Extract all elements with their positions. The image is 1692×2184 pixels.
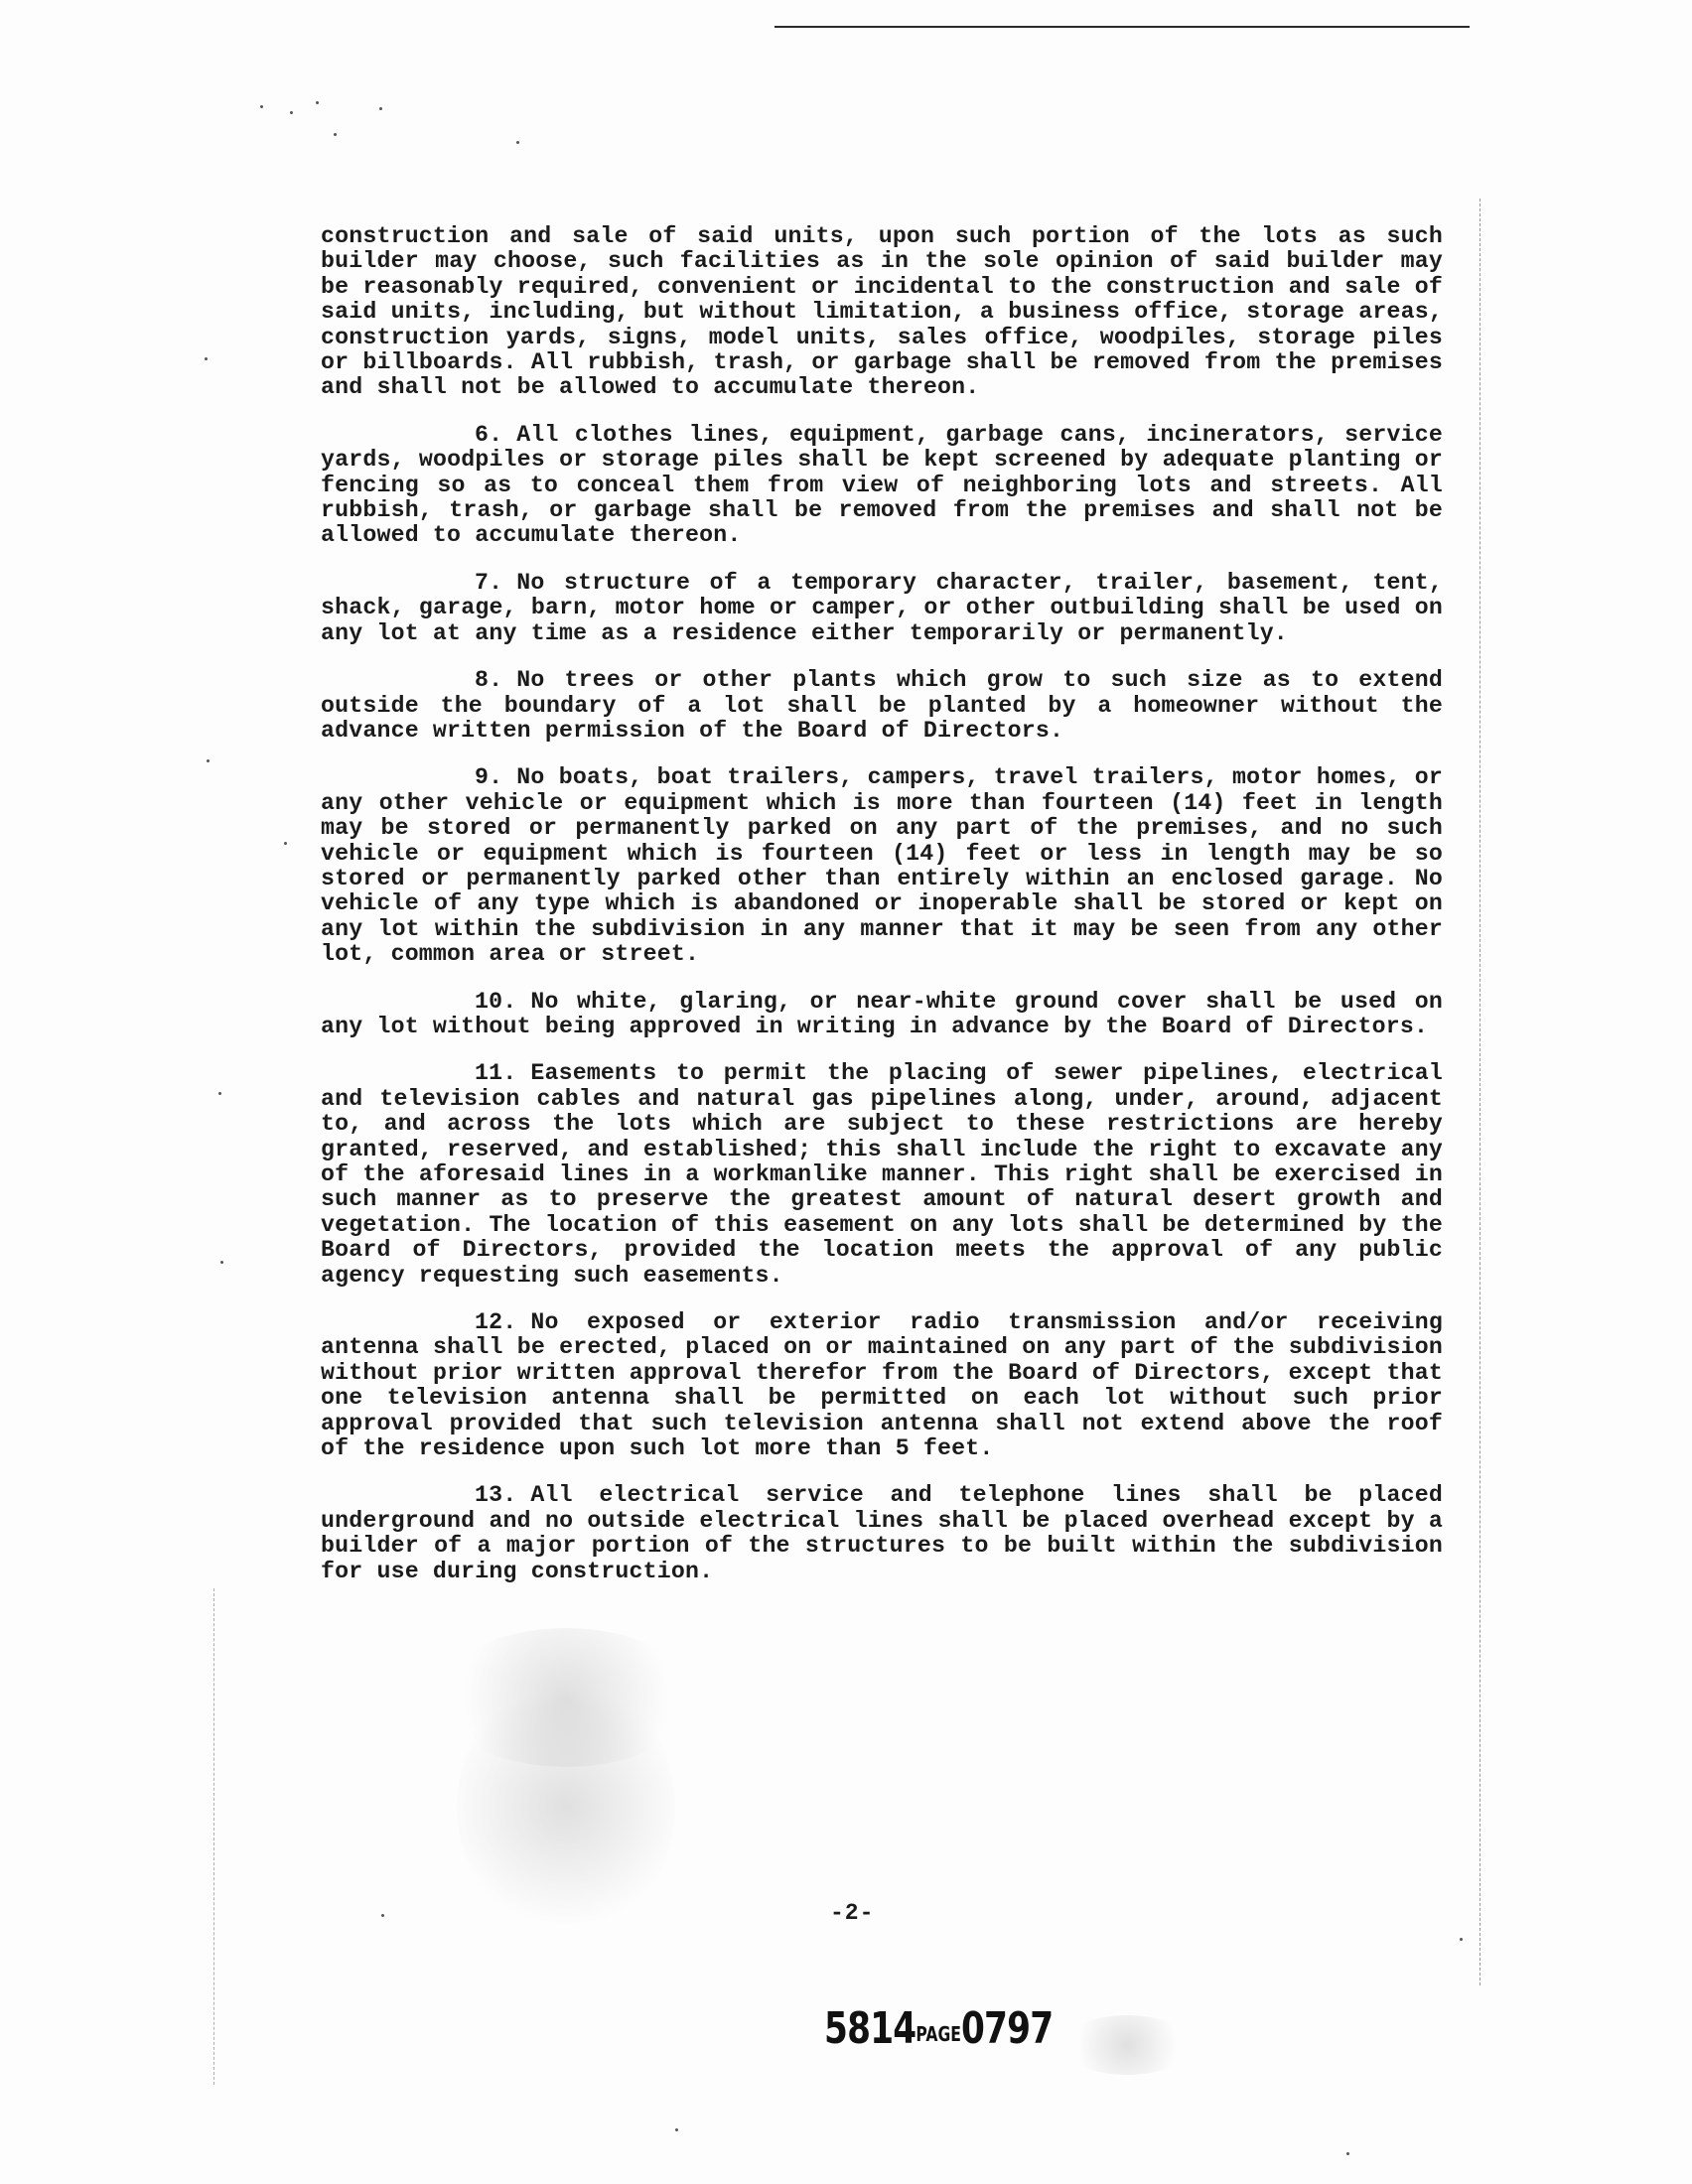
recorded-page-number: 0797 (960, 2003, 1054, 2054)
scan-margin-marks-left (213, 1588, 218, 2085)
paragraph-10 (321, 990, 1443, 1040)
paragraph-text: No boats, boat trailers, campers, travel trailers, motor homes, or any other vehicle or equipment which is more than fourteen (14) feet in length may be stored or permanently parked on any part of the premises, and no such vehicle or equipment which is fourteen (14) feet or less in length may be so stored or permanently parked other than entirely within an enclosed garage. No vehicle of any type which is abandoned or inoperable shall be stored or kept on any lot within the subdivision in any manner that it may be seen from any other lot, common area or street. (321, 764, 1443, 968)
paragraph-11 (321, 1061, 1443, 1289)
paragraph-number: 9. (475, 764, 503, 791)
scan-speck (381, 1914, 384, 1917)
paragraph-number: 12. (475, 1309, 517, 1336)
scan-speck (1346, 2152, 1349, 2155)
paragraph-text: Easements to permit the placing of sewer pipelines, electrical and television cables and natural gas pipelines along, under, around, adjacent to, and across the lots which are subject to these restrictions are hereby granted, reserved, and established; this shall include the right to excavate any of the aforesaid lines in a workmanlike manner. This right shall be exercised in such manner as to preserve the greatest amount of natural desert growth and vegetation. The location of this easement on any lots shall be determined by the Board of Directors, provided the location meets the approval of any public agency requesting such easements. (321, 1060, 1443, 1289)
scan-margin-marks-right (1480, 199, 1484, 1985)
paragraph-text: construction and sale of said units, upon such portion of the lots as such builder may choose, such facilities as in the sole opinion of said builder may be reasonably required, convenient or incidental to the construction and sale of said units, including, but without limitation, a business office, storage areas, construction yards, signs, model units, sales office, woodpiles, storage piles or billboards. All rubbish, trash, or garbage shall be removed from the premises and shall not be allowed to accumulate thereon. (321, 223, 1443, 401)
scan-speck (207, 759, 210, 762)
paragraph-number: 10. (475, 988, 517, 1015)
scan-speck (316, 101, 319, 104)
scan-speck (1460, 1938, 1463, 1941)
scan-speck (516, 141, 519, 144)
scan-speck (284, 842, 287, 845)
paragraph-text: No structure of a temporary character, trailer, basement, tent, shack, garage, barn, motor home or camper, or other outbuilding shall be used on any lot at any time as a residence either temporarily or permanently. (321, 569, 1443, 646)
paragraph-text: No exposed or exterior radio transmission and/or receiving antenna shall be erected, placed on or maintained on any part of the subdivision without prior written approval therefor from the Board of Directors, except that one television antenna shall be permitted on each lot without such prior approval provided that such television antenna shall not extend above the roof of the residence upon such lot more than 5 feet. (321, 1309, 1443, 1462)
paragraph-7 (321, 571, 1443, 646)
scan-speck (379, 107, 382, 110)
paragraph-text: No trees or other plants which grow to such size as to extend outside the boundary of a lot shall be planted by a homeowner without the advance written permission of the Board of Directors. (321, 667, 1443, 744)
page-label: PAGE (916, 2022, 961, 2046)
recording-stamp (824, 2003, 1053, 2054)
paragraph-number: 6. (475, 421, 503, 448)
document-body (321, 224, 1443, 1606)
paragraph-12 (321, 1310, 1443, 1461)
paragraph-text: All electrical service and telephone lines shall be placed underground and no outside electrical lines shall be placed overhead except by a builder of a major portion of the structures to be built within the subdivision for use during construction. (321, 1482, 1443, 1584)
scan-speck (290, 111, 293, 114)
scan-edge-line-top (775, 26, 1470, 28)
paragraph-8 (321, 668, 1443, 744)
paragraph-9 (321, 765, 1443, 967)
scan-speck (334, 133, 337, 136)
scan-speck (220, 1261, 223, 1264)
paragraph-6 (321, 423, 1443, 549)
scan-speck (675, 2128, 678, 2131)
scan-speck (218, 1092, 221, 1095)
scan-speck (205, 357, 208, 360)
paragraph-text: All clothes lines, equipment, garbage cans, incinerators, service yards, woodpiles or storage piles shall be kept screened by adequate planting or fencing so as to conceal them from view of neighboring lots and streets. All rubbish, trash, or garbage shall be removed from the premises and shall not be allowed to accumulate thereon. (321, 421, 1443, 549)
scan-smudge (457, 1678, 675, 1936)
paragraph-number: 11. (475, 1060, 517, 1087)
page-number: -2- (830, 1900, 875, 1926)
scan-speck (260, 105, 263, 108)
book-number: 5814 (824, 2003, 916, 2054)
paragraph-number: 7. (475, 569, 503, 596)
scan-smudge (1062, 2015, 1192, 2075)
paragraph-continuation (321, 224, 1443, 401)
paragraph-text: No white, glaring, or near-white ground cover shall be used on any lot without being approved in writing in advance by the Board of Directors. (321, 988, 1443, 1039)
paragraph-13 (321, 1483, 1443, 1584)
paragraph-number: 8. (475, 667, 503, 694)
paragraph-number: 13. (475, 1482, 517, 1509)
